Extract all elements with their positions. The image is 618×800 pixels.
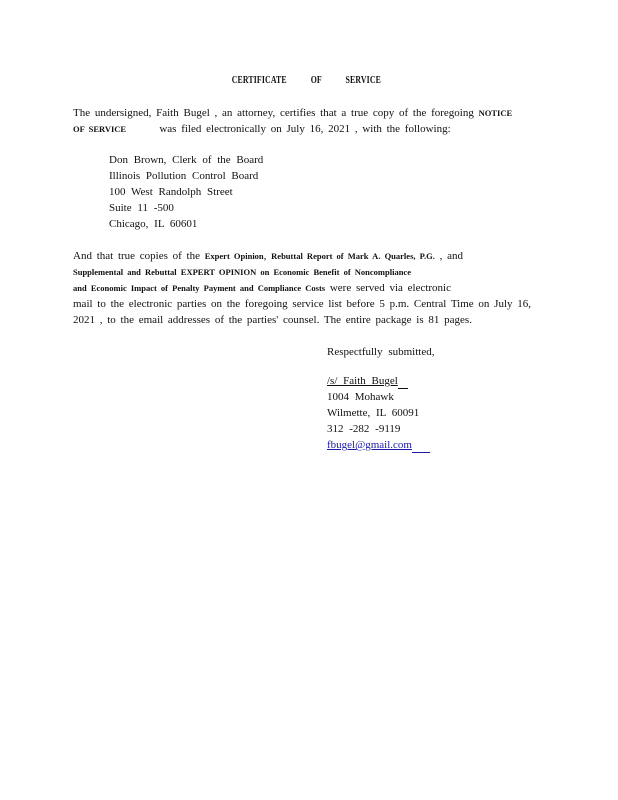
copies-line-1 (73, 248, 541, 264)
notice-bold: NOTICE (478, 108, 513, 118)
signature-line (327, 373, 434, 389)
rebuttal-report-bold: Rebuttal Report of Mark A. Quarles, P.G. (271, 251, 435, 261)
signer-email-link[interactable]: fbugel@gmail.com (327, 439, 412, 451)
page-title: CERTIFICATE OF SERVICE (231, 75, 381, 86)
copies-paragraph (73, 248, 541, 328)
recipient-address (109, 152, 263, 232)
copies-line-2 (73, 264, 541, 280)
of-service-bold: OF SERVICE (73, 124, 127, 134)
signer-phone: 312 -282 -9119 (327, 423, 401, 435)
service-line-1 (73, 105, 541, 121)
recipient-street: 100 West Randolph Street (109, 186, 233, 198)
signed-name: /s/ Faith Bugel (327, 375, 398, 387)
copies-line-1-mid: , (263, 250, 272, 262)
signature-underline-pad (398, 377, 408, 389)
closing-text: Respectfully submitted, (327, 346, 435, 358)
copies-line-4: mail to the electronic parties on the foregoing service list before 5 p.m. Central Time on July 16, (73, 298, 532, 310)
signer-address-2: Wilmette, IL 60091 (327, 407, 420, 419)
supplemental-bold: Supplemental and Rebuttal EXPERT OPINION on Economic Benefit of Noncompliance (73, 267, 411, 277)
copies-line-1-post: , and (439, 250, 464, 262)
copies-line-1-pre: And that true copies of the (73, 250, 200, 262)
recipient-org: Illinois Pollution Control Board (109, 170, 259, 182)
service-line-2-text: was filed electronically on July 16, 2021 , with the following: (159, 123, 451, 135)
service-line-1-text: The undersigned, Faith Bugel , an attorney, certifies that a true copy of the foregoing (73, 107, 474, 119)
recipient-city: Chicago, IL 60601 (109, 218, 198, 230)
copies-line-3-post: were served via electronic (329, 282, 451, 294)
economic-impact-bold: and Economic Impact of Penalty Payment and Compliance Costs (73, 283, 326, 293)
copies-line-3 (73, 280, 541, 296)
signer-address-1: 1004 Mohawk (327, 391, 394, 403)
expert-opinion-bold: Expert Opinion (204, 251, 264, 261)
service-paragraph (73, 105, 541, 137)
email-underline-pad (412, 441, 430, 453)
signature-block (327, 344, 434, 453)
copies-line-5: 2021 , to the email addresses of the parties' counsel. The entire package is 81 pages. (73, 314, 472, 326)
service-line-2 (73, 121, 541, 137)
recipient-suite: Suite 11 -500 (109, 202, 174, 214)
email-line (327, 437, 434, 453)
recipient-name: Don Brown, Clerk of the Board (109, 154, 264, 166)
